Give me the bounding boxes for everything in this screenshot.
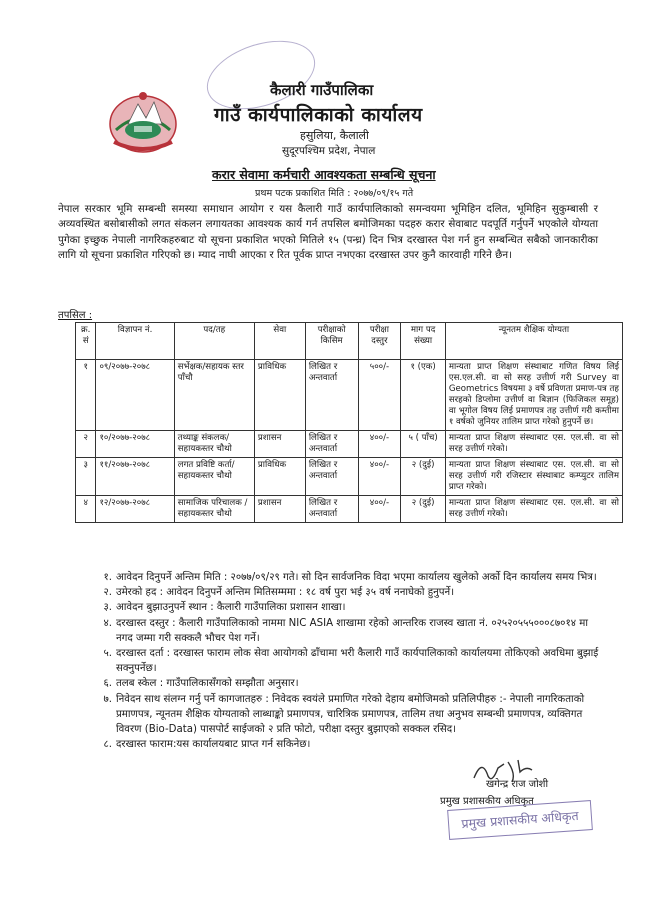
- condition-text: तलब स्केल : गाउँपालिकासँगको सम्झौता अनुसार।: [116, 678, 299, 690]
- cell-post-count: ५ ( पाँच): [401, 431, 445, 458]
- conditions-list: [88, 570, 608, 752]
- cell-service: प्रशासन: [254, 496, 305, 523]
- cell-exam-type: लिखित र अन्तवार्ता: [305, 458, 358, 496]
- cell-exam-fee: ४००/-: [358, 431, 401, 458]
- cell-exam-type: लिखित र अन्तवार्ता: [305, 360, 358, 431]
- cell-qualification: मान्यता प्राप्त शिक्षण संस्थाबाट गणित विषय लिई एस.एल.सी. वा सो सरह उत्तीर्ण गरी Survey वा Geometrics विषयमा ३ वर्षे प्रविणता प्रमाण-पत्र तह सरहको डिप्लोमा उत्तीर्ण वा बिज्ञान (फिजिकल समूह) वा भूगोल विषय लिई प्रमाणपत्र तह उत्तीर्ण गरी कम्तीमा १ वर्षको जुनियर तालिम प्राप्त गरेको हुनुपर्ने छ।: [445, 360, 622, 431]
- condition-text: निवेदन साथ संलग्न गर्नु पर्ने कागजातहरु : निवेदक स्वयंले प्रमाणित गरेको देहाय बमोजिमको प्रतिलिपीहरु :- नेपाली नागरिकताको प्रमाणपत्र, न्यूनतम शैक्षिक योग्यताको लाब्धाङ्को प्रमाणपत्र, चारित्रिक प्रमाणपत्र, तालिम तथा अनुभव सम्बन्धी प्रमाणपत्र, व्यक्तिगत विवरण (Bio-Data) पासपोर्ट साईजको २ प्रति फोटो, परीक्षा दस्तुर बुझाएको सक्कल रसिद।: [116, 693, 585, 736]
- cell-service: प्राविधिक: [254, 360, 305, 431]
- cell-service: प्राविधिक: [254, 458, 305, 496]
- cell-exam-type: लिखित र अन्तवार्ता: [305, 431, 358, 458]
- header-service: सेवा: [254, 323, 305, 360]
- header-exam-type: परीक्षाको किसिम: [305, 323, 358, 360]
- condition-number: ७.: [103, 693, 112, 705]
- condition-item: [88, 616, 608, 646]
- cell-post-count: १ (एक): [401, 360, 445, 431]
- cell-ad-no: १०/२०७७-२०७८: [96, 431, 174, 458]
- header-sn: क्र. सं: [76, 323, 96, 360]
- notice-title: करार सेवामा कर्मचारी आवश्यकता सम्बन्धि सूचना: [212, 167, 436, 182]
- office-name: गाउँ कार्यपालिकाको कार्यालय: [214, 104, 423, 126]
- condition-text: आवेदन दिनुपर्ने अन्तिम मिति : २०७७/०९/२९ गते। सो दिन सार्वजनिक विदा भएमा कार्यालय खुलेको अर्को दिन कार्यालय समय भित्र।: [116, 572, 597, 583]
- cell-exam-fee: ४००/-: [358, 496, 401, 523]
- cell-qualification: मान्यता प्राप्त शिक्षण संस्थाबाट एस. एल.सी. वा सो सरह उत्तीर्ण गरेको।: [445, 431, 622, 458]
- cell-sn: २: [76, 431, 96, 458]
- header-ad-no: विज्ञापन नं.: [96, 323, 174, 360]
- header-exam-fee: परीक्षा दस्तुर: [358, 323, 401, 360]
- condition-number: ४.: [103, 617, 112, 629]
- cell-sn: ३: [76, 458, 96, 496]
- condition-text: उमेरको हद : आवेदन दिनुपर्ने अन्तिम मितिसम्ममा : १८ वर्ष पुरा भई ३५ वर्ष ननाघेको हुनुपर्ने।: [116, 587, 455, 599]
- cell-sn: ४: [76, 496, 96, 523]
- cell-qualification: मान्यता प्राप्त शिक्षण संस्थाबाट एस. एल.सी. वा सो सरह उत्तीर्ण गरी रजिस्टार संस्थाबाट कम्प्युटर तालिम प्राप्त गरेको।: [445, 458, 622, 496]
- cell-ad-no: १२/२०७७-२०७८: [96, 496, 174, 523]
- cell-exam-fee: ४००/-: [358, 458, 401, 496]
- condition-text: दरखास्त फाराम:यस कार्यालयबाट प्राप्त गर्न सकिनेछ।: [116, 739, 311, 751]
- condition-item: [88, 646, 608, 676]
- cell-ad-no: ११/२०७७-२०७८: [96, 458, 174, 496]
- condition-number: २.: [103, 587, 112, 599]
- condition-item: [88, 676, 608, 691]
- schedule-label: तपसिल :: [58, 310, 93, 321]
- table-row: [76, 496, 623, 523]
- condition-item: [88, 600, 608, 615]
- signatory-name: खगेन्द्र राज जोशी: [486, 779, 549, 790]
- condition-number: ३.: [103, 602, 112, 614]
- vacancy-table: [75, 322, 623, 523]
- cell-post-count: २ (दुई): [401, 496, 445, 523]
- condition-item: [88, 737, 608, 752]
- cell-qualification: मान्यता प्राप्त शिक्षण संस्थाबाट एस. एल.सी. वा सो सरह उत्तीर्ण गरेको।: [445, 496, 622, 523]
- condition-text: दरखास्त दस्तुर : कैलारी गाउँपालिकाको नाममा NIC ASIA शाखामा रहेको आन्तरिक राजस्व खाता नं. ०२५२०५५५०००८७०१४ मा नगद जम्मा गरी सक्कलै भौचर पेश गर्ने।: [116, 617, 589, 644]
- municipality-name: कैलारी गाउँपालिका: [270, 81, 374, 99]
- header-post: पद/तह: [174, 323, 254, 360]
- table-row: [76, 458, 623, 496]
- condition-number: ५.: [103, 648, 112, 660]
- cell-sn: १: [76, 360, 96, 431]
- cell-post: सामाजिक परिचालक /सहायकस्तर चौथो: [174, 496, 254, 523]
- cell-post: तथ्याङ्क संकलक/सहायकस्तर चौथो: [174, 431, 254, 458]
- cell-post: सर्भेक्षक/सहायक स्तर पाँचौ: [174, 360, 254, 431]
- table-row: [76, 360, 623, 431]
- header-qualification: न्यूनतम शैक्षिक योग्यता: [445, 323, 622, 360]
- condition-item: [88, 570, 608, 585]
- table-header-row: [76, 323, 623, 360]
- nepal-emblem-icon: [106, 86, 180, 156]
- province-name: सुदूरपश्चिम प्रदेश, नेपाल: [282, 145, 376, 157]
- cell-exam-type: लिखित र अन्तवार्ता: [305, 496, 358, 523]
- condition-number: ८.: [103, 739, 112, 751]
- publish-date: प्रथम पटक प्रकाशित मिति : २०७७/०९/१५ गते: [255, 188, 414, 199]
- table-row: [76, 431, 623, 458]
- office-location: हसुलिया, कैलाली: [300, 129, 369, 142]
- condition-number: ६.: [103, 678, 112, 690]
- condition-text: दरखास्त दर्ता : दरखास्त फाराम लोक सेवा आयोगको ढाँचामा भरी कैलारी गाउँ कार्यपालिकाको कार्यालयमा तोकिएको अवधिमा बुझाई सक्नुपर्नेछ।: [116, 648, 599, 675]
- cell-post: लगत प्रविष्टि कर्ता/सहायकस्तर चौथो: [174, 458, 254, 496]
- cell-service: प्रशासन: [254, 431, 305, 458]
- cell-exam-fee: ५००/-: [358, 360, 401, 431]
- condition-text: आवेदन बुझाउनुपर्ने स्थान : कैलारी गाउँपालिका प्रशासन शाखा।: [116, 602, 346, 614]
- header-post-count: माग पद संख्या: [401, 323, 445, 360]
- designation-stamp: प्रमुख प्रशासकीय अधिकृत: [447, 800, 593, 840]
- signatory-title: प्रमुख प्रशासकीय अधिकृत: [440, 796, 534, 807]
- condition-number: १.: [103, 572, 112, 583]
- cell-post-count: २ (दुई): [401, 458, 445, 496]
- condition-item: [88, 692, 608, 738]
- condition-item: [88, 585, 608, 600]
- intro-paragraph: नेपाल सरकार भूमि सम्बन्धी समस्या समाधान आयोग र यस कैलारी गाउँ कार्यपालिकाको समन्वयमा भूमिहिन दलित, भूमिहिन सुकुम्बासी र अव्यवस्थित बसोबासीको लगत संकलन लगायतका आवश्यक कार्य गर्न तपसिल बमोजिमका पदहरु करार सेवाबाट पदपूर्ति गर्नुपर्ने भएकोले योग्यता पुगेका इच्छुक नेपाली नागरिकहरुबाट यो सूचना प्रकाशित भएको मितिले १५ (पन्ध्र) दिन भित्र दरखास्त पेश गर्न हुन सम्बन्धित सबैको जानकारीका लागि यो सूचना प्रकाशित गरिएको छ। म्याद नाघी आएका र रित पूर्वक प्राप्त नभएका दरखास्त उपर कुनै कारवाही गरिने छैन।: [58, 203, 598, 261]
- cell-ad-no: ०९/२०७७-२०७८: [96, 360, 174, 431]
